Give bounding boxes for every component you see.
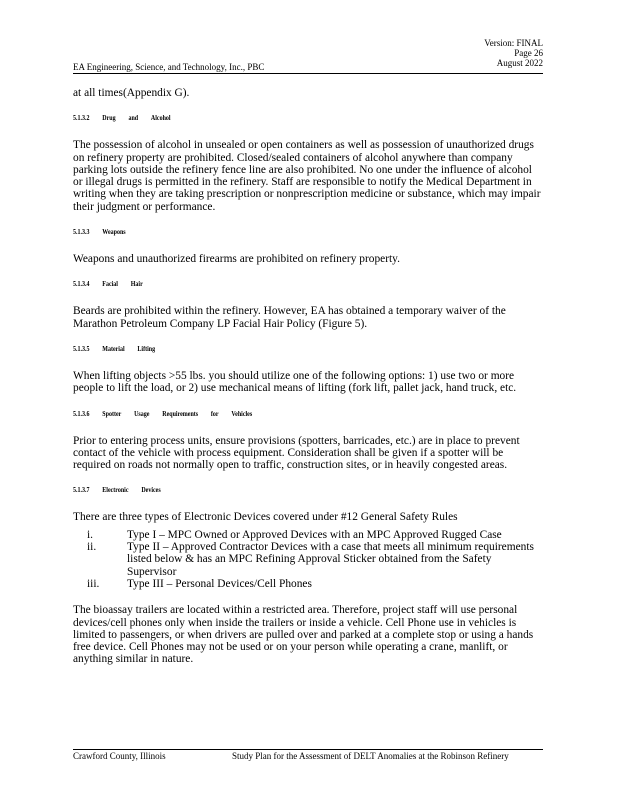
section-heading-drug-alcohol [73,113,449,122]
section-number: 5.1.3.7 [73,485,90,495]
list-item [73,529,543,541]
section-title-word: Hair [130,279,143,289]
section-title-word: Facial [102,279,118,289]
paragraph-weapons: Weapons and unauthorized firearms are prohibited on refinery property. [73,253,400,266]
header-right [484,38,543,68]
list-item-number: ii. [87,541,97,554]
paragraph-electronic-devices: There are three types of Electronic Devices covered under #12 General Safety Rules [73,511,458,524]
section-title-word: and [128,113,139,123]
section-title-word: Devices [141,485,161,495]
section-title-word: Lifting [137,343,156,353]
list-item-text: Type II – Approved Contractor Devices with a case that meets all minimum requirements listed below & has an MPC Refining Approval Sticker obtained from the Safety Supervisor [127,541,534,578]
section-number: 5.1.3.4 [73,279,90,289]
list-item-text: Type III – Personal Devices/Cell Phones [127,577,312,590]
paragraph-facial-hair: Beards are prohibited within the refinery. However, EA has obtained a temporary waiver of the Marathon Petroleum Company LP Facial Hair Policy (Figure 5). [73,305,506,330]
section-title-word: Weapons [102,227,126,237]
device-types-list [73,529,543,590]
list-item [73,578,543,590]
section-title-word: Drug [102,113,116,123]
section-title-word: Usage [134,408,150,418]
company-name: EA Engineering, Science, and Technology, Inc., PBC [73,62,265,72]
section-title-word: for [210,408,219,418]
section-title-word: Vehicles [231,408,253,418]
footer-document-title: Study Plan for the Assessment of DELT Anomalies at the Robinson Refinery [232,751,509,761]
paragraph-spotter-usage: Prior to entering process units, ensure provisions (spotters, barricades, etc.) are in place to prevent contact of the vehicle with process equipment. Consideration shall be given if a spotter will be required on roads not normally open to traffic, construction sites, or in heavily congested areas. [73,434,520,472]
section-heading-facial-hair [73,279,449,288]
footer-rule [73,749,543,750]
section-title-word: Spotter [102,408,122,418]
section-number: 5.1.3.2 [73,113,90,123]
footer-location: Crawford County, Illinois [73,751,166,761]
list-item-number: i. [87,528,94,541]
paragraph-material-lifting: When lifting objects >55 lbs. you should utilize one of the following options: 1) use two or more people to lift the load, or 2) use mechanical means of lifting (fork lift, pallet jack, hand truck, etc. [73,369,517,395]
list-item [73,541,543,578]
page-content [73,87,543,666]
paragraph-drug-alcohol: The possession of alcohol in unsealed or open containers as well as possession of unauthorized drugs on refinery property are prohibited. Closed/sealed containers of alcohol anywhere than company parking lots outside the refinery fence line are also prohibited. No one under the influence of alcohol or illegal drugs is permitted in the refinery. Staff are responsible to notify the Medical Department in writing when they are taking prescription or nonprescription medicine or substance, which may impair their judgment or performance. [73,139,541,213]
section-heading-spotter-usage [73,409,449,418]
intro-text: at all times(Appendix G). [73,87,190,99]
section-title-word: Requirements [162,408,199,418]
section-number: 5.1.3.3 [73,227,90,237]
section-title-word: Alcohol [150,113,171,123]
section-title-word: Electronic [102,485,129,495]
page-number: Page 26 [514,48,543,58]
header-rule [73,73,543,74]
section-number: 5.1.3.6 [73,408,90,418]
section-title-word: Material [102,343,125,353]
section-number: 5.1.3.5 [73,343,90,353]
section-heading-material-lifting [73,344,449,353]
list-item-number: iii. [87,577,100,590]
paragraph-bioassay-trailers: The bioassay trailers are located within a restricted area. Therefore, project staff will use personal devices/cell phones only when inside the trailers or inside a vehicle. Cell Phone use in vehicles is limited to passengers, or when drivers are pulled over and parked at a complete stop or using a hands free device. Cell Phones may not be used or on your person while operating a crane, manlift, or anything similar in nature. [73,604,534,666]
version-label: Version: FINAL [484,38,543,48]
document-date: August 2022 [496,58,543,68]
list-item-text: Type I – MPC Owned or Approved Devices with an MPC Approved Rugged Case [127,528,502,541]
section-heading-weapons [73,227,449,236]
section-heading-electronic-devices [73,485,449,494]
